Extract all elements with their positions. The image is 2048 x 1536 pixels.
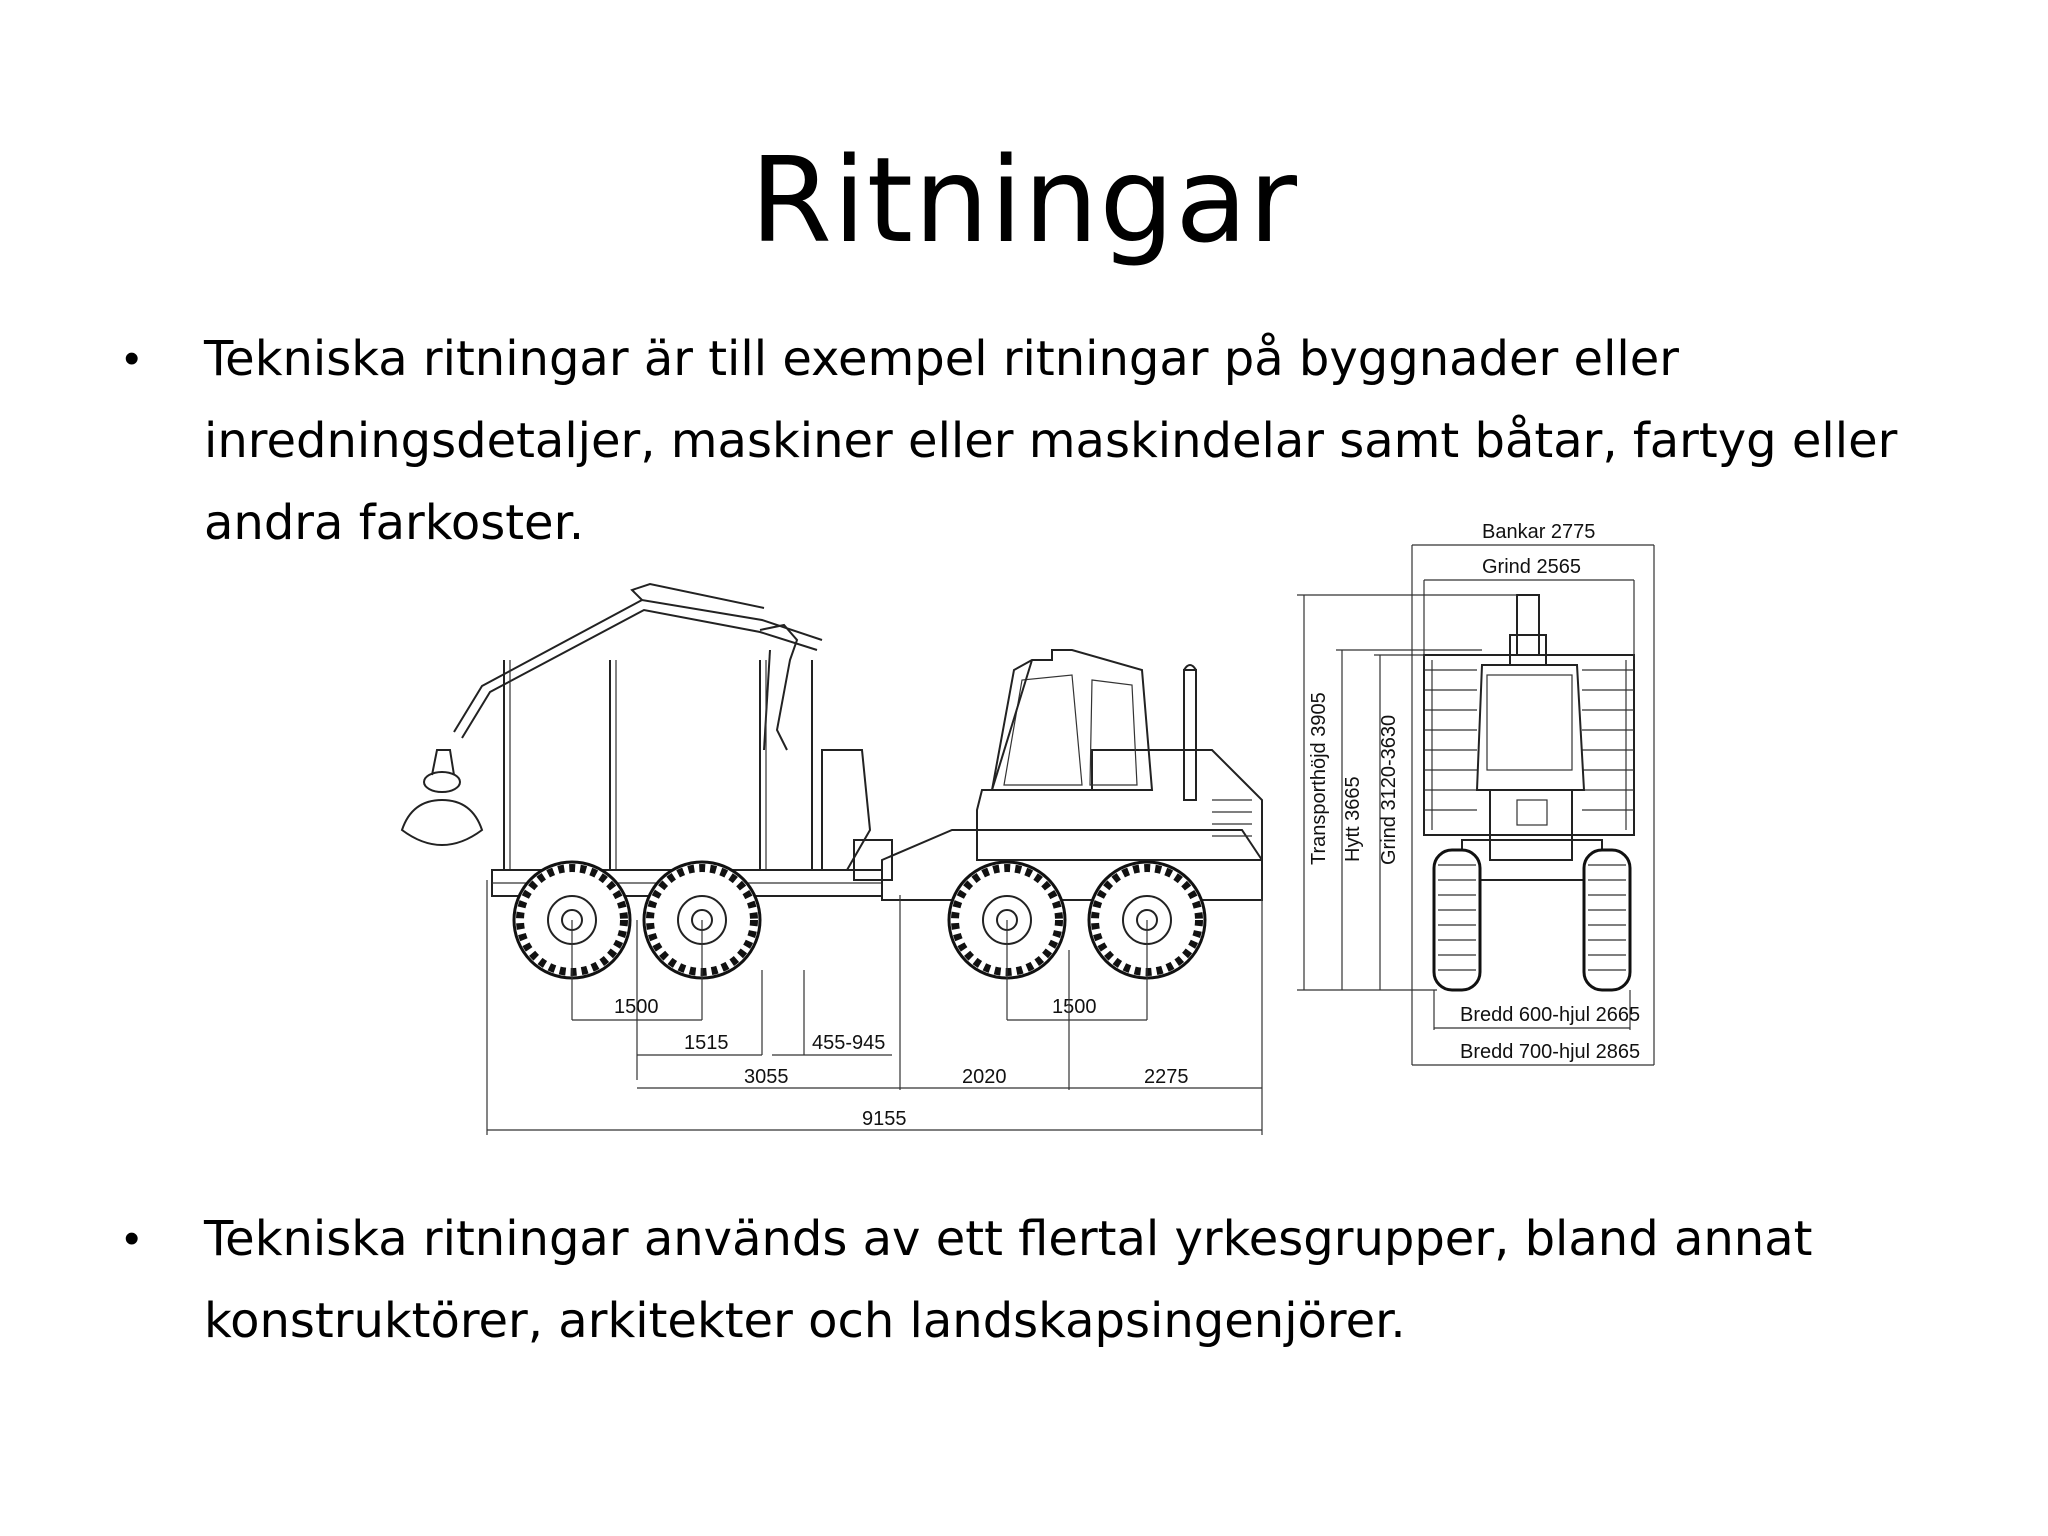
dim-transporthojd: Transporthöjd 3905 bbox=[1308, 692, 1330, 865]
dim-bredd-700: Bredd 700-hjul 2865 bbox=[1460, 1041, 1641, 1063]
dim-bankar: Bankar 2775 bbox=[1482, 521, 1596, 543]
forwarder-technical-drawing bbox=[392, 500, 1672, 1150]
dim-1500-front: 1500 bbox=[1052, 996, 1097, 1018]
bullet-text-2: Tekniska ritningar används av ett flertal yrkesgrupper, bland annat konstruktörer, arkitekter och landskapsingenjörer. bbox=[204, 1211, 1813, 1349]
front-wheels bbox=[949, 862, 1205, 978]
dim-3055: 3055 bbox=[744, 1066, 789, 1088]
bullet-marker: • bbox=[124, 334, 140, 383]
front-view bbox=[1297, 521, 1654, 1065]
slide-title: Ritningar bbox=[749, 131, 1299, 269]
dim-bredd-600: Bredd 600-hjul 2665 bbox=[1460, 1004, 1641, 1026]
dim-grind-height: Grind 3120-3630 bbox=[1378, 714, 1400, 865]
dim-1500-rear: 1500 bbox=[614, 996, 659, 1018]
dim-grind-width: Grind 2565 bbox=[1482, 556, 1581, 578]
drawing-svg bbox=[392, 500, 1672, 1150]
dim-1515: 1515 bbox=[684, 1032, 729, 1054]
dim-hytt: Hytt 3665 bbox=[1342, 776, 1364, 862]
side-view bbox=[402, 584, 1262, 1135]
dim-2275: 2275 bbox=[1144, 1066, 1189, 1088]
dim-2020: 2020 bbox=[962, 1066, 1007, 1088]
dim-455-945: 455-945 bbox=[812, 1032, 886, 1054]
bullet-text-1: Tekniska ritningar är till exempel ritningar på byggnader eller inredningsdetaljer, maskiner eller maskindelar samt båtar, fartyg eller andra farkoster. bbox=[204, 331, 1898, 551]
bullet-marker: • bbox=[124, 1214, 140, 1263]
dim-9155: 9155 bbox=[862, 1108, 907, 1130]
